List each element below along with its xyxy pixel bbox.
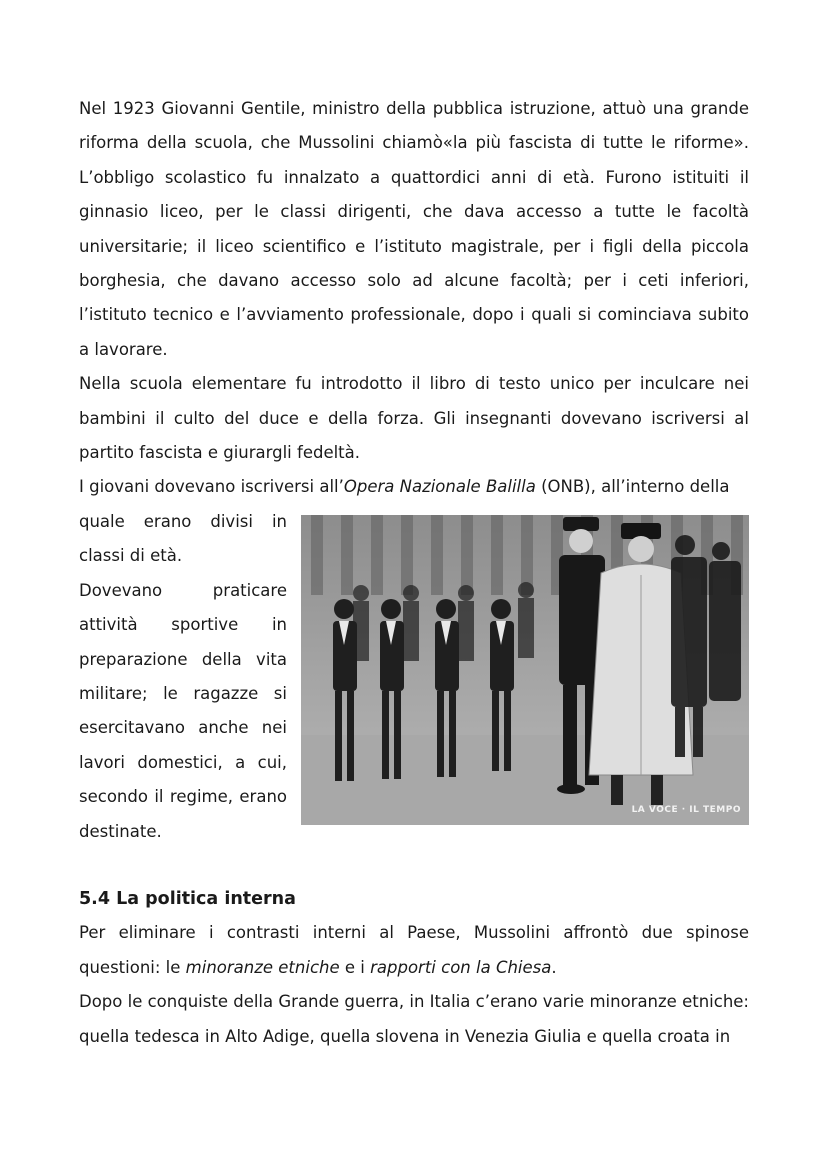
onb-text-after: (ONB), all’interno della <box>535 477 730 497</box>
side-line: lavori domestici, a cui, <box>79 752 287 772</box>
side-line: esercitavano anche nei <box>79 718 287 738</box>
side-line: quale erano divisi in <box>79 511 287 531</box>
side-line: classi di età. <box>79 546 183 566</box>
politica-text-2: e i <box>339 957 371 977</box>
side-line: destinate. <box>79 821 162 841</box>
section-heading: 5.4 La politica interna <box>79 888 296 909</box>
side-line: attività sportive in <box>79 615 287 635</box>
paragraph-politica-interna <box>79 916 749 985</box>
paragraph-gentile-reform: Nel 1923 Giovanni Gentile, ministro della pubblica istruzione, attuò una grande riforma della scuola, che Mussolini chiamò«la più fascista di tutte le riforme». L’obbligo scolastico fu innalzato a quattordici anni di età. Furono istituiti il ginnasio liceo, per le classi dirigenti, che dava accesso a tutte le facoltà universitarie; il liceo scientifico e l’istituto magistrale, per i figli della piccola borghesia, che davano accesso solo ad alcune facoltà; per i ceti inferiori, l’istituto tecnico e l’avviamento professionale, dopo i quali si cominciava subito a lavorare. <box>79 99 749 359</box>
section-gap <box>79 848 749 882</box>
paragraph-elementary-school: Nella scuola elementare fu introdotto il libro di testo unico per inculcare nei bambini il culto del duce e della forza. Gli insegnanti dovevano iscriversi al partito fascista e giurargli fedeltà. <box>79 374 749 463</box>
side-line: Dovevano praticare <box>79 580 287 600</box>
paragraph-onb <box>79 470 749 504</box>
side-text-column <box>79 505 287 849</box>
paragraph-minoranze: Dopo le conquiste della Grande guerra, in Italia c’erano varie minoranze etniche: quella tedesca in Alto Adige, quella slovena in Venezia Giulia e quella croata in <box>79 992 749 1046</box>
politica-text-3: . <box>551 957 557 977</box>
onb-text-before: I giovani dovevano iscriversi all’ <box>79 477 344 497</box>
text-image-block <box>79 505 749 848</box>
photo-watermark: LA VOCE · IL TEMPO <box>631 804 741 815</box>
side-line: militare; le ragazze si <box>79 683 287 703</box>
document-page <box>79 92 749 1054</box>
photo-illustration <box>301 515 749 825</box>
side-line: secondo il regime, erano <box>79 787 287 807</box>
politica-text-1: Per eliminare i contrasti interni al Paese, Mussolini affrontò due spinose questioni: le <box>79 923 749 977</box>
politica-italic-chiesa: rapporti con la Chiesa <box>370 957 552 977</box>
historical-photo <box>301 515 749 825</box>
side-line: preparazione della vita <box>79 649 287 669</box>
onb-italic: Opera Nazionale Balilla <box>343 477 536 497</box>
politica-italic-minoranze: minoranze etniche <box>185 957 340 977</box>
